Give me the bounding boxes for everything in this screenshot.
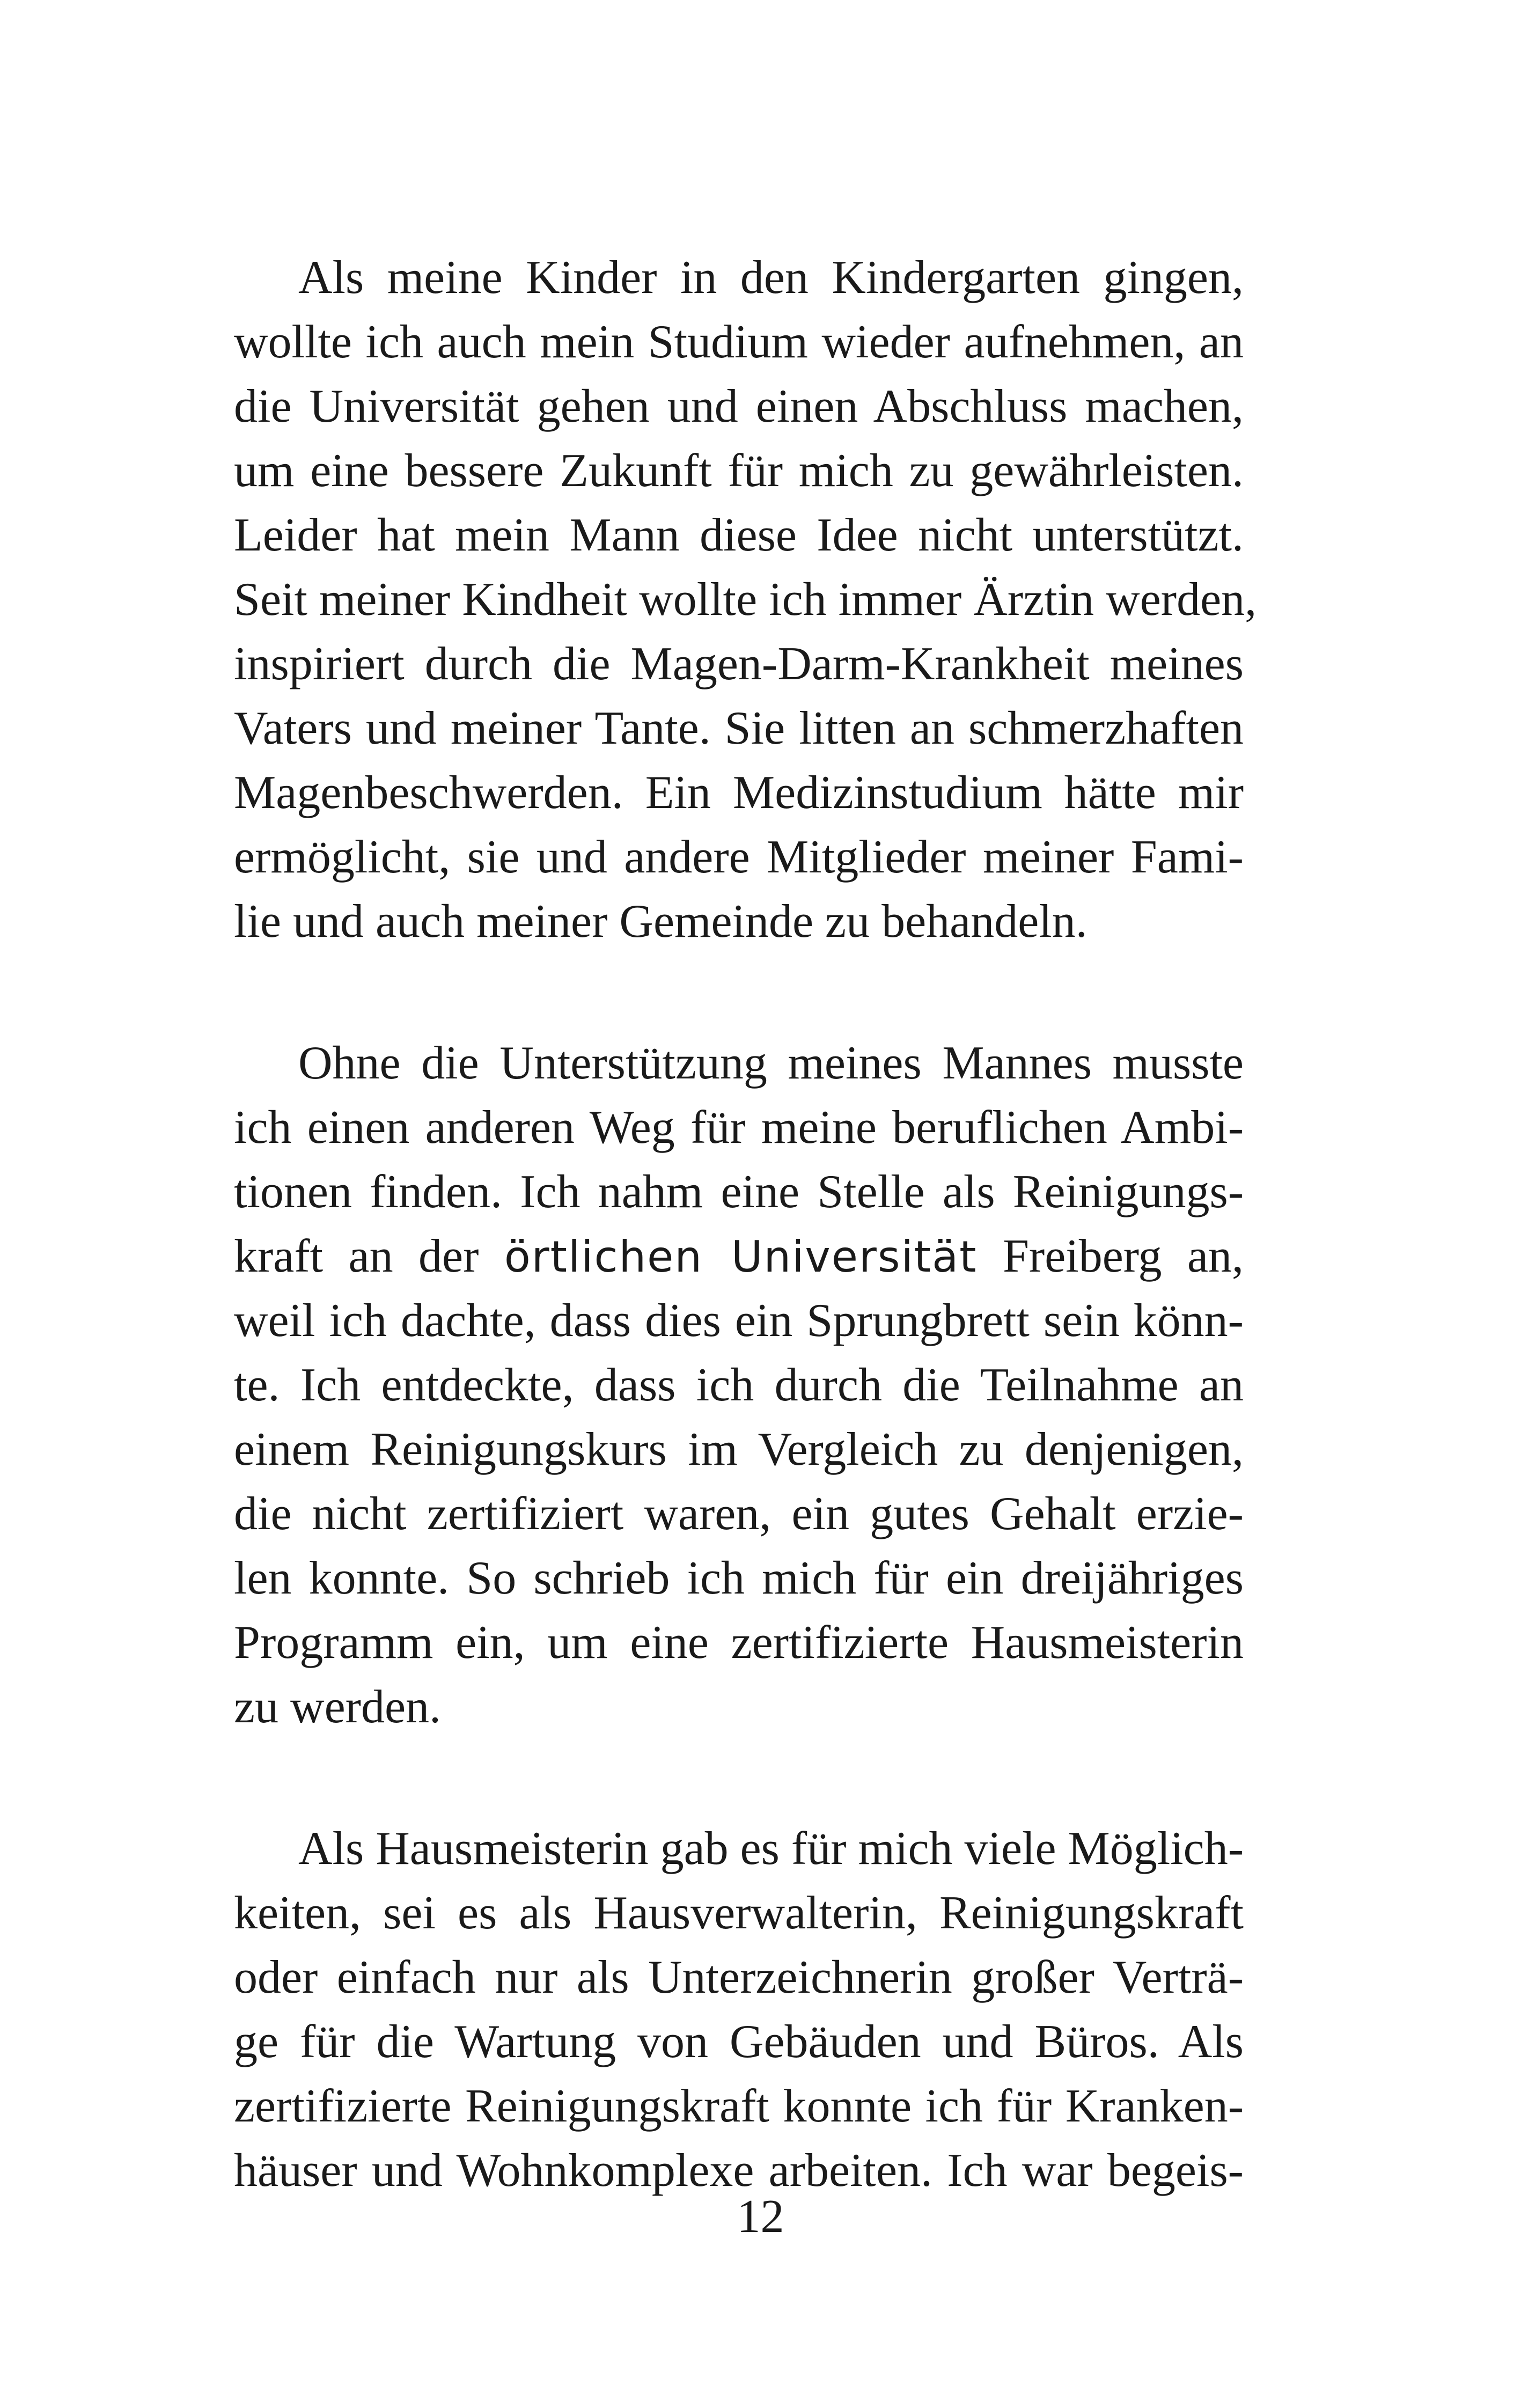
text-line: ge für die Wartung von Gebäuden und Büros. Als	[234, 2016, 1244, 2068]
text-line: oder einfach nur als Unterzeichnerin großer Verträ-	[234, 1951, 1244, 2003]
text-line: Magenbeschwerden. Ein Medizinstudium hätte mir	[234, 767, 1244, 819]
text-line: te. Ich entdeckte, dass ich durch die Teilnahme an	[234, 1359, 1244, 1411]
paragraph-gap	[234, 954, 1244, 1031]
text-segment: Freiberg an,	[977, 1230, 1244, 1282]
text-line: Als meine Kinder in den Kindergarten gingen,	[298, 252, 1244, 304]
text-line: Programm ein, um eine zertifizierte Hausmeisterin	[234, 1617, 1244, 1669]
text-line: len konnte. So schrieb ich mich für ein dreijähriges	[234, 1552, 1244, 1604]
text-line: die Universität gehen und einen Abschluss machen,	[234, 380, 1244, 432]
text-line: häuser und Wohnkomplexe arbeiten. Ich war begeis-	[234, 2145, 1244, 2197]
text-line: weil ich dachte, dass dies ein Sprungbrett sein könn-	[234, 1295, 1244, 1347]
text-line: keiten, sei es als Hausverwalterin, Reinigungskraft	[234, 1887, 1244, 1939]
text-line: lie und auch meiner Gemeinde zu behandeln.	[234, 895, 1088, 948]
text-line: zu werden.	[234, 1681, 442, 1733]
text-line: ermöglicht, sie und andere Mitglieder meiner Fami-	[234, 831, 1244, 883]
text-line: Leider hat mein Mann diese Idee nicht unterstützt.	[234, 509, 1244, 561]
text-line: inspiriert durch die Magen-Darm-Krankheit meines	[234, 638, 1244, 690]
text-line: Vaters und meiner Tante. Sie litten an schmerzhaften	[234, 702, 1244, 754]
text-line: Ohne die Unterstützung meines Mannes musste	[298, 1037, 1244, 1089]
text-line: Als Hausmeisterin gab es für mich viele Möglich-	[298, 1823, 1244, 1875]
text-line: wollte ich auch mein Studium wieder aufnehmen, an	[234, 316, 1244, 368]
text-line-mixed-font	[234, 1224, 1244, 1289]
paragraph-gap	[234, 1739, 1244, 1817]
text-line: tionen finden. Ich nahm eine Stelle als Reinigungs-	[234, 1166, 1244, 1218]
text-line: ich einen anderen Weg für meine beruflichen Ambi-	[234, 1102, 1244, 1154]
page-number: 12	[737, 2191, 784, 2243]
sans-serif-segment: örtlichen Universität	[504, 1232, 978, 1282]
text-line: einem Reinigungskurs im Vergleich zu denjenigen,	[234, 1423, 1244, 1475]
text-line: Seit meiner Kindheit wollte ich immer Ärztin werden,	[234, 574, 1257, 626]
text-segment: kraft an der	[234, 1230, 504, 1282]
body-text	[234, 246, 1257, 2203]
text-line: um eine bessere Zukunft für mich zu gewährleisten.	[234, 445, 1244, 497]
text-line: die nicht zertifiziert waren, ein gutes Gehalt erzie-	[234, 1488, 1244, 1540]
text-line: zertifizierte Reinigungskraft konnte ich für Kranken-	[234, 2080, 1244, 2132]
